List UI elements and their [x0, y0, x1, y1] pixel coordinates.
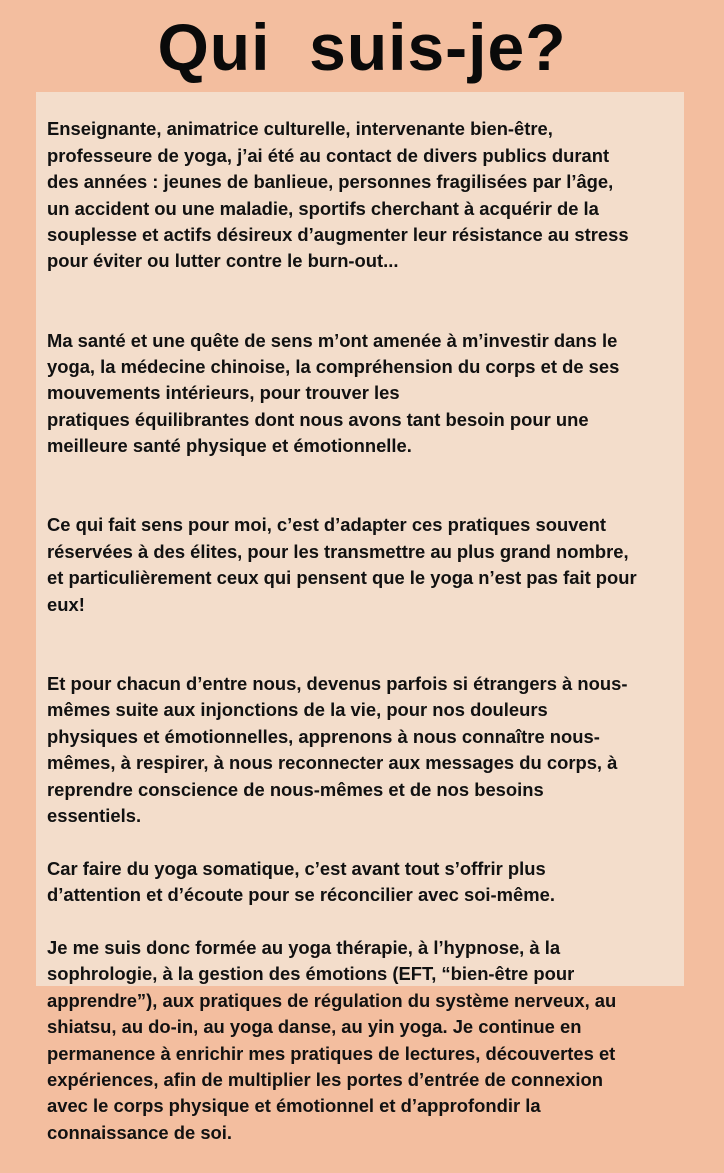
paragraph-somatic: Car faire du yoga somatique, c’est avant tout s’offrir plus d’attention et d’écoute pour se réconcilier avec soi-même.	[47, 857, 555, 906]
paragraph-motivation: Ma santé et une quête de sens m’ont amenée à m’investir dans le yoga, la médecine chinoise, la compréhension du corps et de ses mouvements intérieurs, pour trouver les pratiques équilibrantes dont nous avons tant besoin pour une meilleure santé physique et émotionnelle.	[47, 329, 620, 457]
paragraph-intro: Enseignante, animatrice culturelle, intervenante bien-être, professeure de yoga, j’ai été au contact de divers publics durant des années : jeunes de banlieue, personnes fragilisées par l’âge, un accident ou une maladie, sportifs cherchant à acquérir de la souplesse et actifs désireux d’augmenter leur résistance au stress pour éviter ou lutter contre le burn-out...	[47, 118, 629, 272]
paragraph-training: Je me suis donc formée au yoga thérapie, à l’hypnose, à la sophrologie, à la gestion des émotions (EFT, “bien-être pour apprendre”), aux pratiques de régulation du système nerveux, au shiatsu, au do-in, au yoga danse, au yin yoga. Je continue en permanence à enrichir mes pratiques de lectures, découvertes et expériences, afin de multiplier les portes d’entrée de connexion avec le corps physique et émotionnel et d’approfondir la connaissance de soi.	[47, 936, 617, 1143]
paragraph-mission: Ce qui fait sens pour moi, c’est d’adapter ces pratiques souvent réservées à des élites, pour les transmettre au plus grand nombre, et particulièrement ceux qui pensent que le yoga n’est pas fait pour eux!	[47, 514, 637, 615]
page-title: Qui suis-je?	[157, 10, 567, 84]
paragraph-everyone: Et pour chacun d’entre nous, devenus parfois si étrangers à nous- mêmes suite aux injonctions de la vie, pour nos douleurs physiques et émotionnelles, apprenons à nous connaître nous- mêmes, à respirer, à nous reconnecter aux messages du corps, à reprendre conscience de nous-mêmes et de nos besoins essentiels.	[47, 672, 628, 826]
body-text	[47, 90, 677, 1173]
